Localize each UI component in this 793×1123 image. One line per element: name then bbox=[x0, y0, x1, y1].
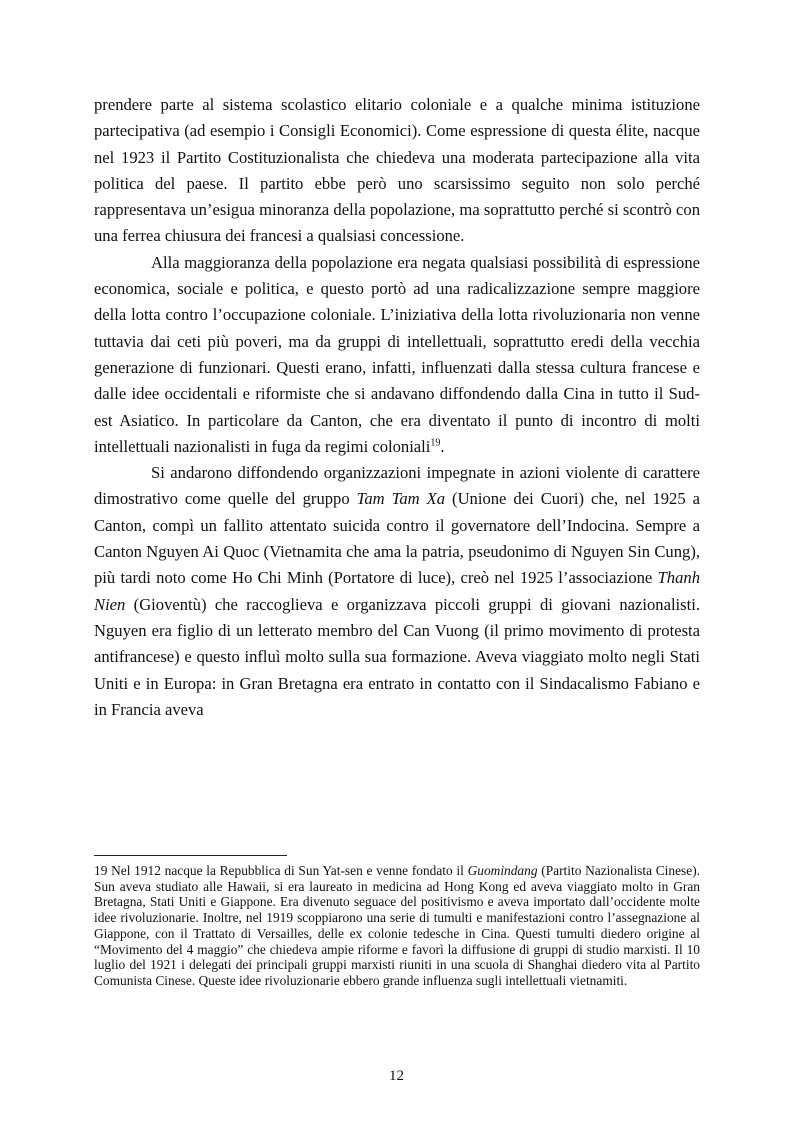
paragraph-3-text-b: (Unione dei Cuori) che, nel 1925 a Canton, compì un fallito attentato suicida contro il governatore dell’Indocina. Sempre a Canton Nguyen Ai Quoc (Vietnamita che ama la patria, pseudonimo di Nguyen Sin Cung), più tardi noto come Ho Chi Minh (Portatore di luce), creò nel 1925 l’associazione bbox=[94, 489, 701, 588]
paragraph-2 bbox=[94, 250, 700, 460]
footnote-reference: 19 bbox=[430, 437, 441, 449]
guomindang-italic: Guomindang bbox=[467, 863, 538, 878]
footnote-text-b: (Partito Nazionalista Cinese). Sun aveva studiato alle Hawaii, si era laureato in medicina ad Hong Kong ed aveva viaggiato molto in Gran Bretagna, Stati Uniti e Giappone. Era divenuto seguace del positivismo e aveva importato dall’occidente molte idee rivoluzionarie. Inoltre, nel 1919 scoppiarono una serie di tumulti e manifestazioni contro l’assegnazione al Giappone, con il Trattato di Versailles, delle ex colonie tedesche in Cina. Questi tumulti diedero origine al “Movimento del 4 maggio” che chiedeva ampie riforme e favorì la diffusione di gruppi di studio marxisti. Il 10 luglio del 1921 i delegati dei principali gruppi marxisti riuniti in una scuola di Shanghai diedero vita al Partito Comunista Cinese. Queste idee rivoluzionarie ebbero grande influenza sugli intellettuali vietnamiti. bbox=[94, 863, 700, 988]
footnote bbox=[94, 863, 700, 989]
paragraph-2-end: . bbox=[440, 436, 445, 456]
footnote-separator bbox=[94, 855, 287, 856]
body-text bbox=[94, 92, 700, 723]
paragraph-3-text-c: (Gioventù) che raccoglieva e organizzava piccoli gruppi di giovani nazionalisti. Nguyen era figlio di un letterato membro del Can Vuong (il primo movimento di protesta antifrancese) e questo influì molto sulla sua formazione. Aveva viaggiato molto negli Stati Uniti e in Europa: in Gran Bretagna era entrato in contatto con il Sindacalismo Fabiano e in Francia aveva bbox=[94, 594, 700, 719]
footnote-number: 19 bbox=[94, 863, 108, 878]
paragraph-1-text: prendere parte al sistema scolastico elitario coloniale e a qualche minima istituzione partecipativa (ad esempio i Consigli Economici). Come espressione di questa élite, nacque nel 1923 il Partito Costituzionalista che chiedeva una moderata partecipazione alla vita politica del paese. Il partito ebbe però uno scarsissimo seguito non solo perché rappresentava un’esigua minoranza della popolazione, ma soprattutto perché si scontrò con una ferrea chiusura dei francesi a qualsiasi concessione. bbox=[94, 95, 700, 246]
tam-tam-xa-italic: Tam Tam Xa bbox=[356, 489, 446, 509]
paragraph-3 bbox=[94, 460, 700, 723]
page-number: 12 bbox=[389, 1068, 404, 1084]
thanh-nien-italic: Thanh Nien bbox=[94, 568, 700, 614]
paragraph-1 bbox=[94, 92, 700, 250]
footnote-text-a: Nel 1912 nacque la Repubblica di Sun Yat-sen e venne fondato il bbox=[107, 863, 468, 878]
footnote-19 bbox=[94, 863, 700, 989]
paragraph-3-text-a: Si andarono diffondendo organizzazioni impegnate in azioni violente di carattere dimostrativo come quelle del gruppo bbox=[94, 463, 700, 509]
paragraph-2-text: Alla maggioranza della popolazione era negata qualsiasi possibilità di espressione economica, sociale e politica, e questo portò ad una radicalizzazione sempre maggiore della lotta contro l’occupazione coloniale. L’iniziativa della lotta rivoluzionaria non venne tuttavia dai ceti più poveri, ma da gruppi di intellettuali, soprattutto eredi della vecchia generazione di funzionari. Questi erano, infatti, influenzati dalla stessa cultura francese e dalle idee occidentali e riformiste che si andavano diffondendo dalla Cina in tutto il Sud-est Asiatico. In particolare da Canton, che era diventato il punto di incontro di molti intellettuali nazionalisti in fuga da regimi coloniali bbox=[94, 252, 700, 456]
